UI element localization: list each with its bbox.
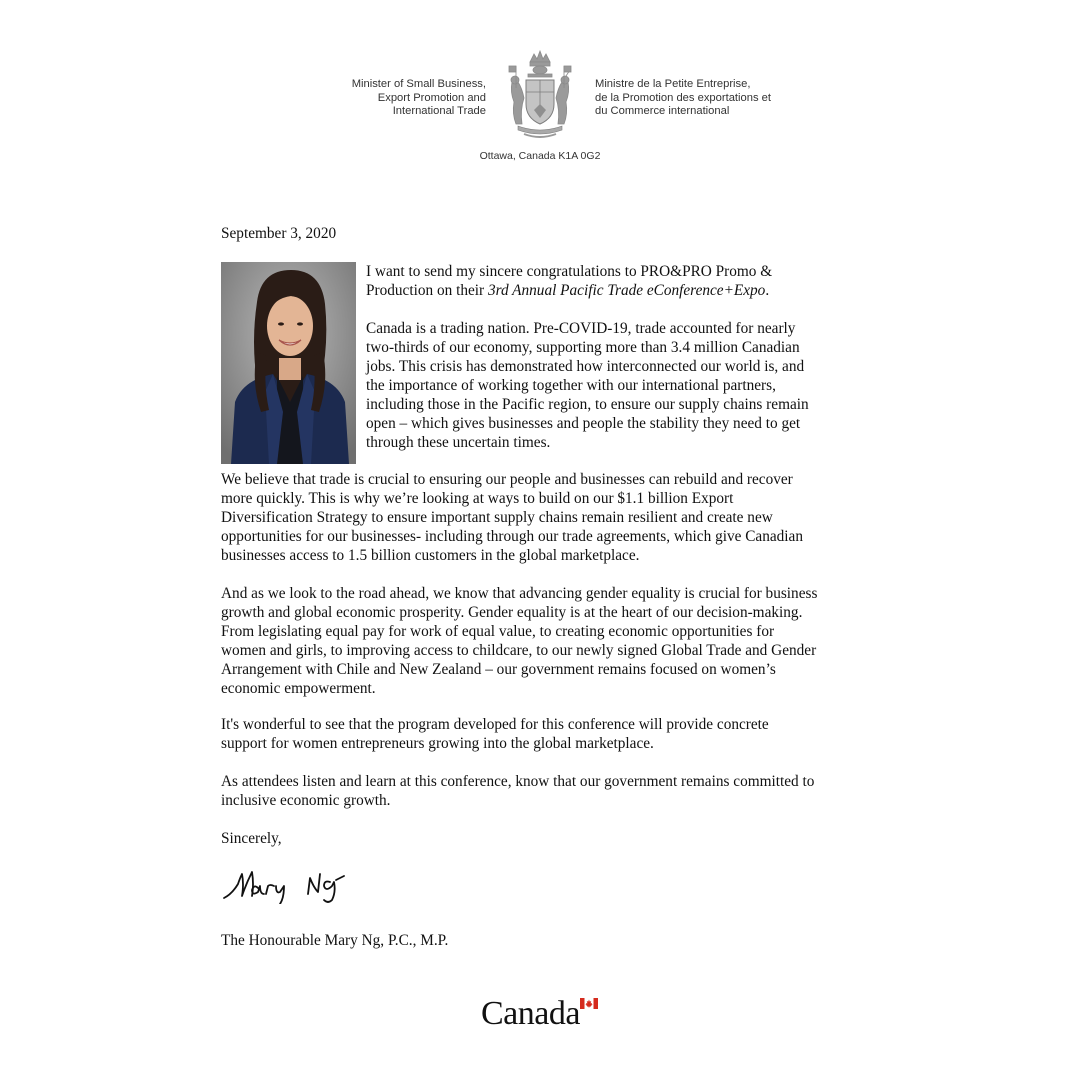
paragraph-line: And as we look to the road ahead, we know that advancing gender equality is crucial for business (221, 585, 818, 602)
letterhead-english-line: International Trade (392, 105, 486, 117)
paragraph-line: It's wonderful to see that the program developed for this conference will provide concrete (221, 716, 769, 733)
signature-icon (222, 862, 367, 904)
intro-paragraph (366, 262, 772, 300)
paragraph-line: As attendees listen and learn at this conference, know that our government remains committed to (221, 773, 815, 790)
paragraph-line: open – which gives businesses and people the stability they need to get (366, 415, 801, 432)
letterhead-french (595, 78, 825, 119)
paragraph-line: I want to send my sincere congratulations to PRO&PRO Promo & (366, 263, 773, 280)
letterhead-english-line: Export Promotion and (377, 91, 486, 104)
trading-nation-paragraph (366, 319, 809, 452)
paragraph-line: support for women entrepreneurs growing into the global marketplace. (221, 735, 654, 752)
paragraph-line: Diversification Strategy to ensure important supply chains remain resilient and create new (221, 509, 773, 526)
letterhead-french-line: du Commerce international (595, 105, 730, 117)
letterhead-english-line: Minister of Small Business, (351, 78, 486, 90)
canada-flag-icon (580, 998, 598, 1009)
paragraph-line: jobs. This crisis has demonstrated how interconnected our world is, and (366, 358, 805, 375)
closing-salutation: Sincerely, (221, 830, 282, 847)
paragraph-line: more quickly. This is why we’re looking at ways to build on our $1.1 billion Export (221, 490, 734, 507)
paragraph-line: Arrangement with Chile and New Zealand – our government remains focused on women’s (221, 661, 776, 678)
paragraph-line: Canada is a trading nation. Pre-COVID-19, trade accounted for nearly (366, 320, 796, 337)
coat-of-arms-icon (506, 48, 574, 140)
canada-wordmark: Canada (481, 995, 580, 1032)
line-text: Production on their (366, 282, 488, 299)
commitment-paragraph (221, 772, 814, 810)
paragraph-line: businesses access to 1.5 billion customers in the global marketplace. (221, 547, 640, 564)
program-paragraph (221, 715, 769, 753)
paragraph-line: through these uncertain times. (366, 434, 551, 451)
paragraph-line: women and girls, to improving access to childcare, to our newly signed Global Trade and Gender (221, 642, 817, 659)
paragraph-line: economic empowerment. (221, 680, 376, 697)
line-text: . (765, 282, 770, 299)
paragraph-line: the importance of working together with our international partners, (366, 377, 776, 394)
paragraph-line: opportunities for our businesses- including through our trade agreements, which give Canadian (221, 528, 803, 545)
paragraph-line: We believe that trade is crucial to ensuring our people and businesses can rebuild and recover (221, 471, 793, 488)
gender-equality-paragraph (221, 584, 817, 698)
trade-recovery-paragraph (221, 470, 803, 565)
paragraph-line: two-thirds of our economy, supporting more than 3.4 million Canadian (366, 339, 800, 356)
paragraph-line: inclusive economic growth. (221, 792, 391, 809)
letterhead-english (300, 78, 486, 119)
letter-date: September 3, 2020 (221, 225, 337, 242)
paragraph-line: From legislating equal pay for work of equal value, to creating economic opportunities for (221, 623, 775, 640)
paragraph-line (366, 281, 772, 300)
event-name: 3rd Annual Pacific Trade eConference+Expo (487, 282, 766, 299)
minister-portrait (221, 262, 356, 464)
paragraph-line: including those in the Pacific region, to ensure our supply chains remain (366, 396, 809, 413)
letterhead-french-line: Ministre de la Petite Entreprise, (595, 78, 751, 90)
signatory-name: The Honourable Mary Ng, P.C., M.P. (221, 932, 449, 949)
office-address: Ottawa, Canada K1A 0G2 (479, 150, 601, 162)
letterhead-french-line: de la Promotion des exportations et (595, 91, 771, 104)
paragraph-line: growth and global economic prosperity. Gender equality is at the heart of our decision-making. (221, 604, 803, 621)
